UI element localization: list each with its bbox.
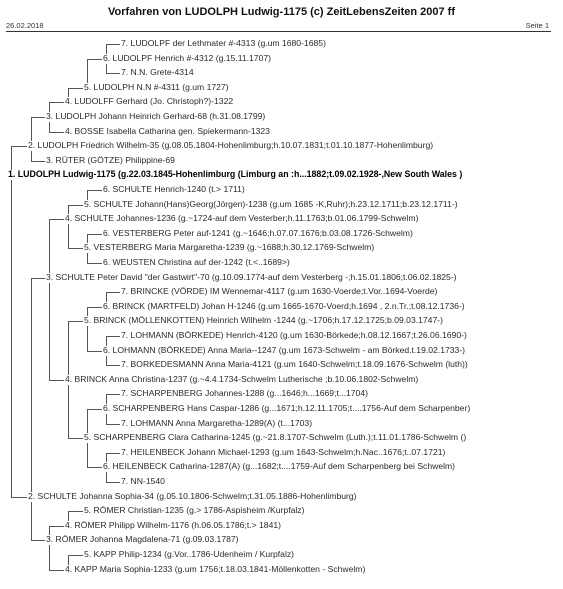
ancestor-entry: 7. BRINCKE (VÖRDE) IM Wennemar-4117 (g.um 1630-Voerde;t.Vor..1694-Voerde) [121,286,438,297]
ancestor-entry: 3. RÜTER (GÖTZE) Philippine-69 [46,154,175,165]
ancestor-entry: 7. HEILENBECK Johann Michael-1293 (g.um 1643-Schwelm;h.Nac..1676;t..07.1721) [121,446,446,457]
ancestor-entry: 5. RÖMER Christian-1235 (g.> 1786-Aspisheim /Kurpfalz) [84,505,305,516]
tree-connector [106,336,120,337]
ancestor-entry: 7. BORKEDESMANN Anna Maria-4121 (g.um 1640-Schwelm;t.18.09.1676-Schwelm (luth)) [121,359,468,370]
tree-connector [11,146,27,147]
tree-connector [87,351,102,352]
tree-connector [106,44,120,45]
tree-connector [106,414,107,424]
tree-connector [31,278,45,279]
ancestor-entry: 4. RÖMER Philipp Wilhelm-1176 (h.06.05.1786;t.> 1841) [65,519,281,530]
ancestor-entry: 3. LUDOLPH Johann Heinrich Gerhard-68 (h.31.08.1799) [46,111,266,121]
tree-connector [106,73,120,74]
tree-connector [106,482,120,483]
tree-connector [31,117,32,141]
tree-connector [68,88,83,89]
tree-connector [68,321,69,374]
tree-connector [68,321,83,322]
tree-connector [49,570,64,571]
tree-connector [106,365,120,366]
tree-connector [31,161,45,162]
tree-connector [49,219,50,272]
tree-connector [31,117,45,118]
ancestor-entry: 4. KAPP Maria Sophia-1233 (g.um 1756;t.18.03.1841-Möllenkotten - Schwelm) [65,563,366,574]
tree-connector [87,190,102,191]
tree-connector [87,59,88,83]
tree-connector [11,146,12,170]
tree-connector [68,224,69,248]
tree-connector [31,151,32,161]
ancestor-entry: 7. NN-1540 [121,476,165,486]
tree-connector [11,497,27,498]
tree-connector [49,380,64,381]
tree-connector [68,555,83,556]
tree-connector [106,64,107,74]
tree-connector [87,409,88,433]
ancestor-entry: 5. KAPP Philip-1234 (g.Vor..1786-Udenheim / Kurpfalz) [84,549,295,559]
tree-connector [31,540,45,541]
ancestor-entry: 4. BRINCK Anna Christina-1237 (g.~4.4.1734-Schwelm Lutherische ;b.10.06.1802-Schwelm) [65,373,419,384]
ancestor-entry: 7. LOHMANN (BÖRKEDE) Henrich-4120 (g.um 1630-Börkede;h.08.12.1667;t.26.06.1690-) [121,330,467,340]
ancestor-entry: 4. LUDOLFF Gerhard (Jo. Christoph?)-1322 [65,96,234,107]
page-title: Vorfahren von LUDOLPH Ludwig-1175 (c) ZeitLebensZeiten 2007 ff [108,6,455,18]
print-date: 26.02.2018 [6,21,44,30]
tree-connector [87,59,102,60]
tree-connector [49,283,50,380]
tree-connector [49,526,64,527]
tree-connector [68,438,83,439]
ancestor-entry: 6. HEILENBECK Catharina-1287(A) (g...1682;t....1759-Auf dem Scharpenberg bei Schwelm) [103,461,456,472]
tree-connector [106,453,120,454]
tree-connector [87,326,88,350]
ancestor-entry: 5. VESTERBERG Maria Margaretha-1239 (g.~1688;h.30.12.1769-Schwelm) [84,242,375,253]
ancestor-entry: 6. SCHARPENBERG Hans Caspar-1286 (g...1671;h.12.11.1705;t....1756-Auf dem Scharpenber) [103,403,471,413]
tree-connector [106,424,120,425]
tree-connector [87,409,102,410]
tree-connector [106,472,107,482]
tree-connector [87,234,102,235]
ancestor-entry: 6. BRINCK (MARTFELD) Johan H-1246 (g.um 1665-1670-Voerd;h.1694 , 2.n.Tr.;t.08.12.1736-) [103,300,465,311]
ancestor-entry: 4. BOSSE Isabella Catharina gen. Spiekermann-1323 [65,125,270,136]
ancestor-entry: 5. SCHULTE Johann(Hans)Georg(Jörgen)-1238 (g.um 1685 -K,Ruhr);h.23.12.1711;b.23.12.1711-) [84,198,458,209]
ancestor-entry: 4. SCHULTE Johannes-1236 (g.~1724-auf dem Vesterber;h.11.1763;b.01.06.1799-Schwelm) [65,213,419,224]
ancestor-entry: 6. WEUSTEN Christina auf der-1242 (t.<..1689>) [103,257,290,267]
tree-connector [11,180,12,496]
tree-connector [49,102,64,103]
ancestor-entry: 2. SCHULTE Johanna Sophia-34 (g.05.10.1806-Schwelm;t.31.05.1886-Hohenlimburg) [28,490,357,501]
tree-connector [68,248,83,249]
ancestor-entry: 5. BRINCK (MÖLLENKOTTEN) Heinrich Wilhelm -1244 (g.~1706;h.17.12.1725;b.09.03.1747-) [84,315,443,326]
tree-connector [68,205,83,206]
tree-connector [49,545,50,569]
ancestor-entry: 7. N.N. Grete-4314 [121,67,194,78]
ancestor-entry: 7. SCHARPENBERG Johannes-1288 (g...1646;h...1669;t...1704) [121,388,368,399]
tree-connector [49,122,50,132]
ancestor-entry: 6. VESTERBERG Peter auf-1241 (g.~1646;h.07.07.1676;b.03.08.1726-Schwelm) [103,227,413,238]
tree-connector [106,292,120,293]
tree-connector [87,263,102,264]
page-number: Seite 1 [525,21,549,30]
tree-connector [87,467,102,468]
ancestor-entry: 3. SCHULTE Peter David "der Gastwirt"-70 (g.10.09.1774-auf dem Vesterberg -;h.15.01.1806;t.06.02.1825-) [46,271,457,282]
tree-connector [106,394,120,395]
ancestor-entry: 5. LUDOLPH N.N #-4311 (g.um 1727) [84,81,229,92]
ancestor-entry: 6. SCHULTE Henrich-1240 (t.> 1711) [103,184,245,194]
tree-connector [31,502,32,541]
tree-connector [68,511,83,512]
ancestor-entry: 6. LOHMANN (BÖRKEDE) Anna Maria--1247 (g.um 1673-Schwelm - am Börked.t.19.02.1733-) [103,344,466,355]
root-person: 1. LUDOLPH Ludwig-1175 (g.22.03.1845-Hohenlimburg (Limburg an :h...1882;t.09.02.1928-,New South Wales ) [8,169,463,180]
ancestor-entry: 7. LUDOLPF der Lethmater #-4313 (g.um 1680-1685) [121,38,326,48]
ancestor-entry: 7. LOHMANN Anna Margaretha-1289(A) (t...1703) [121,417,313,428]
ancestor-entry: 3. RÖMER Johanna Magdalena-71 (g.09.03.1787) [46,534,239,545]
tree-connector [49,132,64,133]
tree-connector [87,253,88,263]
tree-connector [31,278,32,492]
ancestor-entry: 2. LUDOLPH Friedrich Wilhelm-35 (g.08.05.1804-Hohenlimburg;h.10.07.1831;t.01.10.1877-Hohenlimburg) [28,140,434,151]
tree-connector [68,385,69,438]
tree-connector [87,443,88,467]
tree-connector [87,307,102,308]
ancestor-entry: 6. LUDOLPF Henrich #-4312 (g.15.11.1707) [103,52,271,63]
tree-connector [49,219,64,220]
ancestor-entry: 5. SCHARPENBERG Clara Catharina-1245 (g.~21.8.1707-Schwelm (Luth.);t.11.01.1786-Schwelm () [84,432,467,443]
tree-connector [106,356,107,366]
